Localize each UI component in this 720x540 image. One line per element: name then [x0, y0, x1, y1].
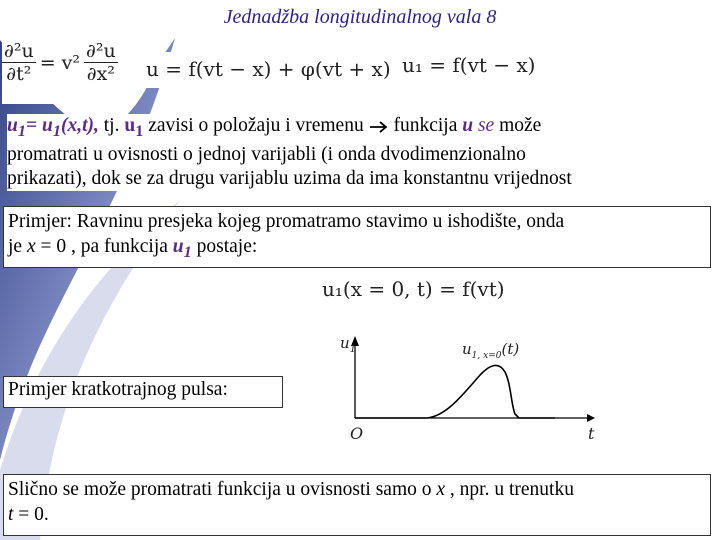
- u1-eq-sub: 1: [52, 121, 61, 140]
- u1-sub-3: 1: [183, 242, 192, 261]
- y-label-u: u: [340, 334, 350, 352]
- origin-label: O: [350, 424, 364, 443]
- pulse-example-text: Primjer kratkotrajnog pulsa:: [8, 379, 228, 400]
- paragraph-line-3: prikazati), dok se za drugu varijablu uzima da ima konstantnu vrijednost: [7, 167, 572, 189]
- lhs-denominator: ∂t²: [6, 63, 32, 85]
- u1-args: (x,t),: [60, 115, 99, 136]
- text-t-zero: = 0.: [13, 504, 49, 525]
- slide-title: Jednadžba longitudinalnog vala 8: [223, 6, 497, 28]
- general-solution-box: [142, 52, 391, 88]
- x-dependence-line-1: [8, 477, 574, 502]
- paragraph-dependence: [7, 114, 572, 191]
- t-symbol: t: [8, 504, 14, 525]
- u1-sub: 1: [17, 121, 26, 140]
- curve-label-u: u: [462, 340, 472, 358]
- u1-symbol-2: u: [124, 115, 136, 136]
- rhs-fraction: [84, 40, 118, 85]
- text-se: se: [473, 115, 495, 136]
- text-so-function: = 0 , pa funkcija: [35, 236, 173, 257]
- text-may: može: [494, 115, 542, 136]
- x-symbol: x: [26, 236, 36, 257]
- u1-x0-box: [318, 274, 505, 306]
- right-arrow-icon: [369, 121, 389, 133]
- example-origin-box: [3, 206, 711, 268]
- pulse-example-box: [3, 376, 283, 408]
- u1-definition-box: [398, 48, 543, 84]
- rhs-numerator: ∂²u: [86, 40, 116, 62]
- y-axis-label: [340, 334, 356, 355]
- curve-label-arg: (t): [501, 340, 520, 358]
- example-origin-line-2: [8, 234, 564, 265]
- text-tj: tj.: [98, 115, 125, 136]
- pulse-curve: [355, 365, 555, 418]
- text-depends: zavisi o položaju i vremenu: [143, 115, 369, 136]
- equals-v-squared: = v²: [39, 51, 80, 74]
- text-becomes: postaje:: [191, 236, 258, 257]
- x-dependence-box: [3, 474, 711, 536]
- rhs-denominator: ∂x²: [86, 63, 115, 85]
- x-dependence-line-2: [8, 502, 574, 527]
- u-symbol: u: [462, 115, 474, 136]
- wave-equation: [2, 40, 130, 104]
- u1-definition: u₁ = f(vt − x): [402, 53, 536, 77]
- x-symbol-2: x: [436, 479, 446, 500]
- curve-label: [462, 340, 519, 361]
- y-label-sub: 1: [349, 344, 357, 355]
- u1-symbol: u: [7, 115, 18, 136]
- paragraph-line-2: promatrati u ovisnosti o jednoj varijabli (i onda dvodimenzionalno: [7, 143, 526, 165]
- paragraph-line-1: [7, 114, 572, 143]
- x-axis-arrow-icon: [587, 414, 595, 422]
- u1-equals: = u: [25, 115, 53, 136]
- lhs-numerator: ∂²u: [4, 40, 34, 62]
- u1-x0-formula: u₁(x = 0, t) = f(vt): [322, 277, 505, 301]
- u1-symbol-3: u: [172, 236, 184, 257]
- text-similarly: Slično se može promatrati funkcija u ovisnosti samo o: [8, 479, 437, 500]
- general-solution: u = f(vt − x) + φ(vt + x): [146, 57, 391, 81]
- lhs-fraction: [2, 40, 36, 85]
- text-je: je: [8, 236, 27, 257]
- example-origin-line-1: Primjer: Ravninu presjeka kojeg promatramo stavimo u ishodište, onda: [8, 211, 565, 232]
- curve-label-sub: 1, x=0: [471, 351, 502, 361]
- u1-sub-2: 1: [135, 121, 144, 140]
- text-function: funkcija: [388, 115, 463, 136]
- text-at-moment: , npr. u trenutku: [445, 479, 574, 500]
- t-axis-label: t: [588, 424, 595, 443]
